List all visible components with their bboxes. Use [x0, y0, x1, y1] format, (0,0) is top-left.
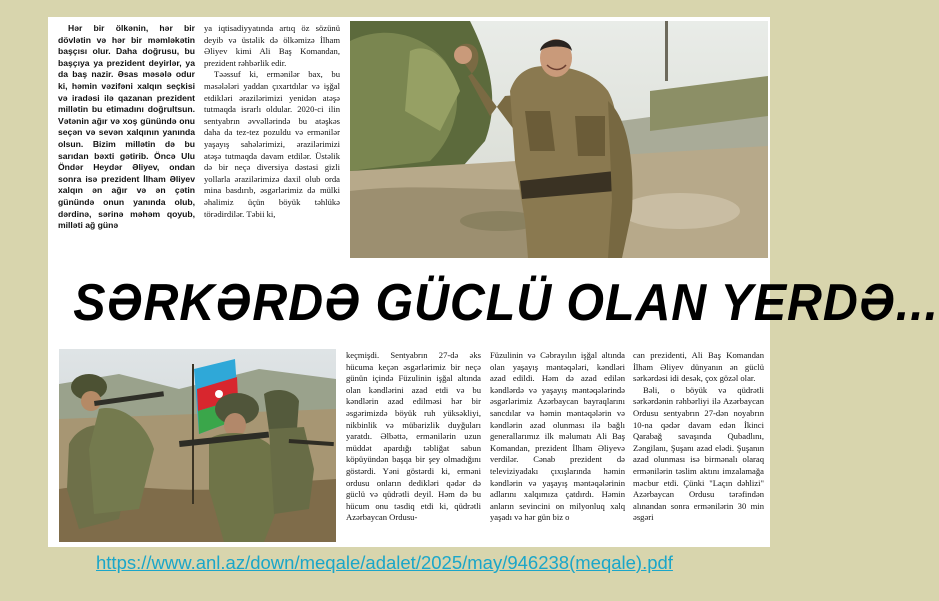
article-paragraph: Füzulinin və Cəbrayılın işğal altında olan yaşayış məntəqələri, kəndləri azad edildi. Həm də azad edilən kəndlərdə və yaşayış məntəqələrində əsgərlərimiz Azərbaycan bayraqlarını sancdılar və həmin məntəqələrin və kəndlərin azad olunması ilə bağlı generallarımız ilk məlumatı Ali Baş Komandan, prezident İlham Əliyevə verdilər. Cənab prezident də televiziyadakı çıxışlarında həmin kəndlərin və yaşayış məntəqələrinin adlarını xalqımıza çatdırdı. Həmin anların sevincini on milyonluq xalq yaşadı və hər gün biz o [490, 350, 625, 523]
article-paragraph: keçmişdi. Sentyabrın 27-də əks hücuma keçən əsgərlərimiz bir neçə günün içində Füzulinin işğal altında olan kəndlərini azad etdi və bu kəndlərin azad edilməsi hər bir əsgərimizdə böyük ruh yüksəkliyi, nikbinlik və mübarizlik duyğuları yaratdı. Əlbəttə, ermənilərin uzun müddət apardığı təbliğat sabun köpüyündən başqa bir şey olmadığını göstərdi. Yəni göstərdi ki, erməni ordusu onların dedikləri qədər də güclü və qüdrətli deyil. Həm də bu hücum onu təsdiq etdi ki, qüdrətli Azərbaycan Ordusu- [346, 350, 481, 523]
article-lead-text: Hər bir ölkənin, hər bir dövlətin və hər bir məmləkətin başçısı olur. Daha doğrusu, bu başçıya ya prezident deyirlər, ya da baş nazir. Əsas məsələ odur ki, həmin vəzifəni xalqın seçkisi və iradəsi ilə qazanan prezident millətin bu etimadını doğrultsun. Vətənin ağır və xoş günündə onu seçən və sevən xalqının yanında olsun. Bizim millətin də bu sarıdan bəxti gətirib. Öncə Ulu Öndər Heydər Əliyev, ondan sonra isə prezident İlham Əliyev xalqın ən ağır və ən çətin günündə onun yanında olub, dərdinə, sərinə məhəm qoyub, milləti ağ günə [58, 23, 195, 231]
article-paragraph: ya iqtisadiyyatında artıq öz sözünü deyib və üstəlik də ölkəmizə İlham Əliyev kimi Ali Baş Komandan, prezident rəhbərlik edir. [204, 23, 340, 68]
soldiers-photo-illustration [59, 349, 336, 542]
article-paragraph: Bəli, o böyük və qüdrətli sərkərdənin rəhbərliyi ilə Azərbaycan Ordusu sentyabrın 27-dən noyabrın 10-na qədər davam edən İkinci Qarabağ savaşında Qubadlını, Zəngilanı, Şuşanı azad elədi. Şuşanın azad olunması isə birmənalı olaraq ermənilərin təslim aktını imzalamağa məcbur etdi. Çünki "Laçın dəhlizi" Azərbaycan Ordusu tərəfindən alınandan sonra ermənilərin 30 min əsgəri [633, 384, 764, 523]
soldiers-photo [59, 349, 336, 542]
newspaper-page [48, 17, 939, 547]
president-photo-illustration [350, 21, 768, 258]
article-paragraph: can prezidenti, Ali Baş Komandan İlham Əliyev dünyanın ən güclü sərkərdəsi idi desək, çox gözəl olar. [633, 350, 764, 384]
source-pdf-link[interactable]: https://www.anl.az/down/meqale/adalet/2025/may/946238(meqale).pdf [96, 552, 673, 573]
article-column-4 [490, 350, 625, 544]
article-column-5 [633, 350, 764, 544]
article-paragraph: Təəssuf ki, ermənilər bax, bu məsələləri yaddan çıxartdılar və işğal etdikləri ərazilərimizi yenidən atəşə tutmaqda israrlı oldular. 2020-ci ilin sentyabrın əvvəllərində bu atəşkəs daha da tez-tez pozuldu və ermənilər yaşayış sahələrimizi, ərazilərimizi atəşə tutmaqda davam etdilər. Üstəlik də bir neçə diversiya dəstəsi gizli yollarla ərazilərimizə daxil olub orda mina basdırıb, əsgərlərimiz də mülki əhalimiz üçün böyük təhlükə törədirdilər. Təbii ki, [204, 69, 340, 219]
article-headline: SƏRKƏRDƏ GÜCLÜ OLAN YERDƏ... [73, 274, 939, 332]
president-photo [350, 21, 768, 258]
article-column-3 [346, 350, 481, 544]
article-column-1 [58, 23, 195, 263]
article-column-2 [204, 23, 340, 263]
